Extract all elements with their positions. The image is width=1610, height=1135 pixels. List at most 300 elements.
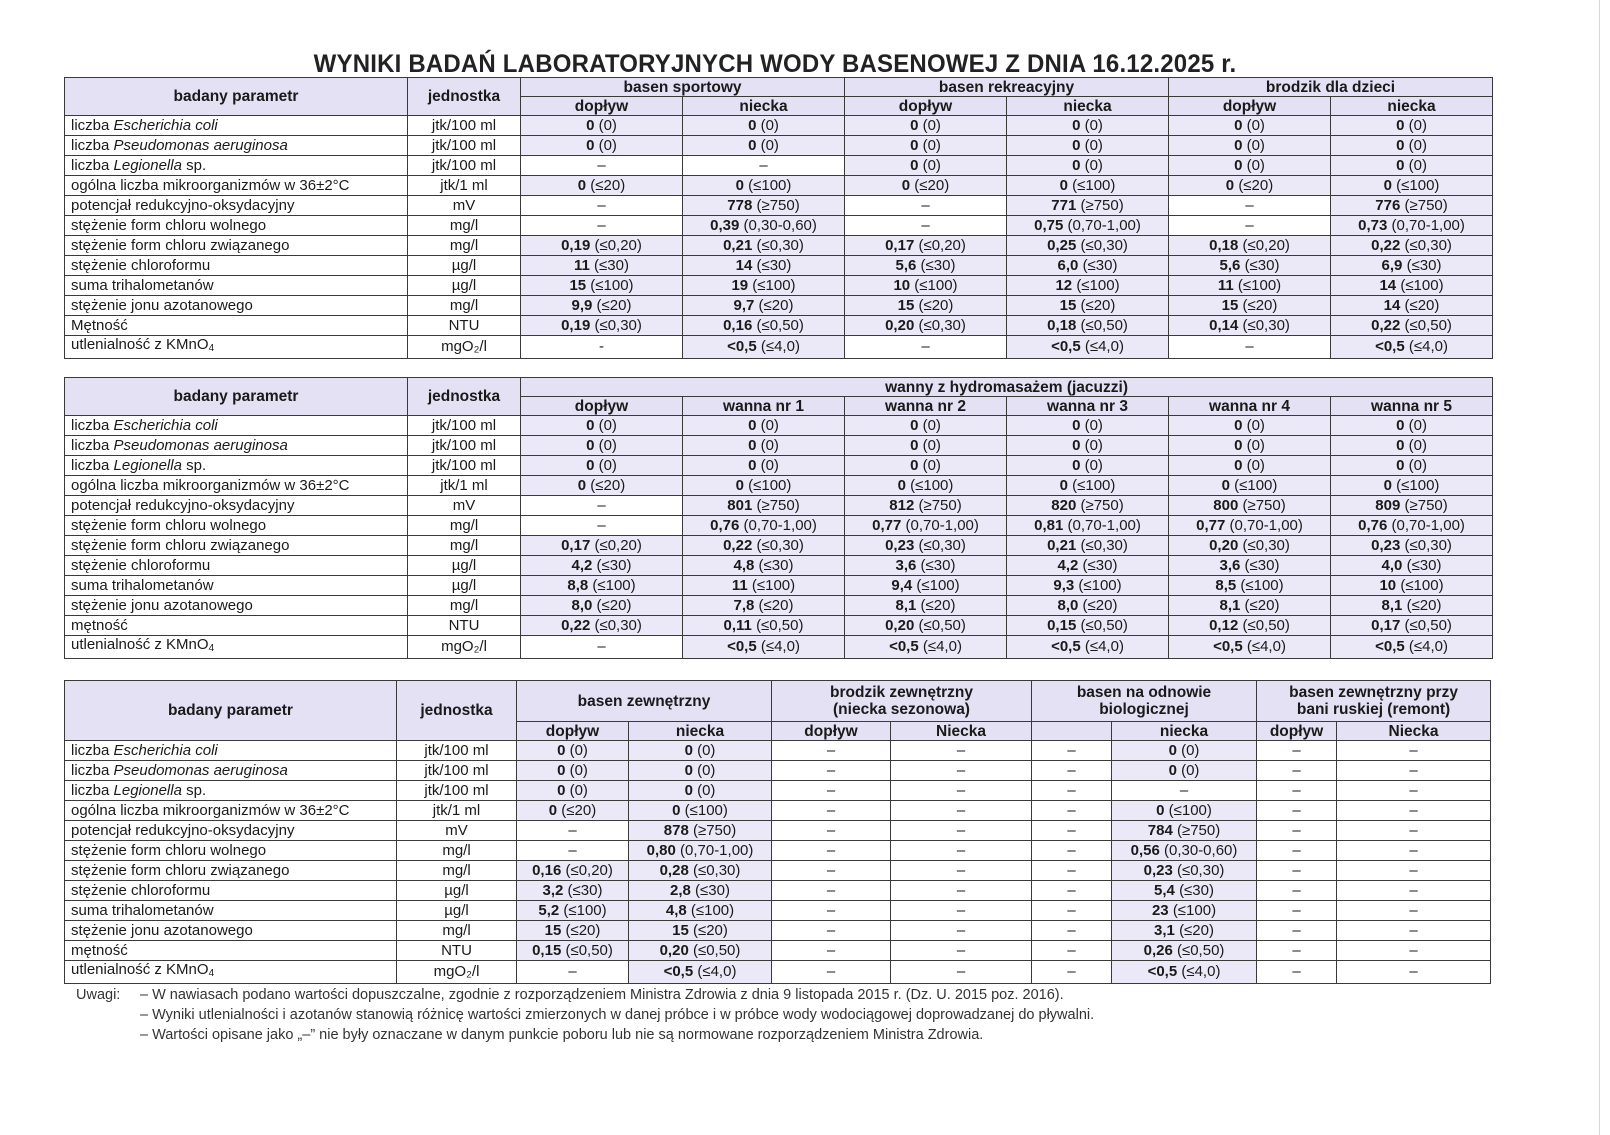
- parameter-name: [65, 556, 408, 576]
- limit-value: (≤100): [1072, 176, 1116, 194]
- limit-value: (0,70-1,00): [1229, 516, 1303, 534]
- limit-value: (0): [1408, 156, 1427, 174]
- result-cell: [1337, 741, 1491, 761]
- measured-value: –: [568, 841, 577, 859]
- table-row: [65, 116, 1493, 136]
- parameter-name: [65, 476, 408, 496]
- result-cell: [1169, 276, 1331, 296]
- measured-value: –: [826, 841, 836, 859]
- result-cell: [629, 901, 772, 921]
- species-name: Legionella: [113, 156, 182, 174]
- measured-value: 0: [1234, 116, 1243, 134]
- parameter-text: stężenie form chloru związanego: [71, 861, 290, 879]
- parameter-text: ogólna liczba mikroorganizmów w 36±2°C: [71, 176, 350, 194]
- limit-value: (≤0,50): [756, 616, 804, 634]
- result-cell: [1169, 516, 1331, 536]
- limit-value: (≤100): [751, 576, 796, 594]
- header-col: niecka: [629, 722, 772, 741]
- result-cell: [1331, 196, 1493, 216]
- limit-value: (0): [1246, 156, 1265, 174]
- result-cell: [1337, 941, 1491, 961]
- measured-value: –: [826, 801, 836, 819]
- header-col: dopływ: [521, 97, 683, 116]
- measured-value: 14: [1379, 276, 1397, 294]
- result-cell: [1007, 256, 1169, 276]
- result-cell: [1331, 516, 1493, 536]
- measured-value: 0,81: [1034, 516, 1064, 534]
- parameter-name: [65, 236, 408, 256]
- limit-value: (0,70-1,00): [1067, 516, 1141, 534]
- limit-value: (0): [598, 436, 617, 454]
- measured-value: –: [956, 761, 966, 779]
- measured-value: –: [1067, 821, 1076, 839]
- measured-value: 2,8: [670, 881, 691, 899]
- result-cell: [683, 276, 845, 296]
- result-cell: [1007, 296, 1169, 316]
- result-cell: [1331, 536, 1493, 556]
- measured-value: –: [956, 781, 966, 799]
- parameter-name: [65, 436, 408, 456]
- limit-value: (≤0,30): [1404, 536, 1452, 554]
- limit-value: (≤20): [590, 476, 626, 494]
- result-cell: [521, 616, 683, 636]
- measured-value: 15: [1059, 296, 1077, 314]
- parameter-name: [65, 296, 408, 316]
- limit-value: (≤0,30): [1080, 236, 1128, 254]
- result-cell: [891, 961, 1032, 984]
- measured-value: 9,9: [571, 296, 593, 314]
- measured-value: –: [1292, 941, 1301, 959]
- measured-value: –: [826, 761, 836, 779]
- measured-value: 5,2: [538, 901, 560, 919]
- result-cell: [1257, 921, 1337, 941]
- parameter-name: [65, 536, 408, 556]
- table-row: [65, 881, 1491, 901]
- limit-value: (≤30): [567, 881, 603, 899]
- result-cell: [845, 136, 1007, 156]
- limit-value: (0): [760, 136, 779, 154]
- measured-value: 0,76: [710, 516, 740, 534]
- result-cell: [1169, 116, 1331, 136]
- measured-value: 0: [1396, 436, 1405, 454]
- parameter-name: [65, 316, 408, 336]
- result-cell: [683, 596, 845, 616]
- result-cell: [683, 476, 845, 496]
- result-cell: [521, 516, 683, 536]
- measured-value: 0: [672, 801, 681, 819]
- limit-value: (≤0,50): [1080, 616, 1128, 634]
- result-cell: [1007, 156, 1169, 176]
- parameter-text: stężenie form chloru wolnego: [71, 216, 267, 234]
- limit-value: (0): [1246, 416, 1265, 434]
- limit-value: (≤20): [1082, 596, 1118, 614]
- parameter-unit: mg/l: [397, 861, 517, 881]
- limit-value: (≤0,50): [1404, 616, 1452, 634]
- limit-value: (0): [1408, 116, 1427, 134]
- measured-value: –: [1409, 963, 1418, 980]
- subscript: 4: [208, 968, 215, 979]
- measured-value: –: [826, 861, 836, 879]
- result-cell: [683, 156, 845, 176]
- parameter-text: suma trihalometanów: [71, 576, 214, 594]
- result-cell: [517, 801, 629, 821]
- result-cell: [845, 236, 1007, 256]
- parameter-text: liczba: [71, 136, 114, 154]
- limit-value: (≤0,50): [565, 941, 613, 959]
- result-cell: [1169, 156, 1331, 176]
- result-cell: [1337, 881, 1491, 901]
- measured-value: 801: [727, 496, 753, 514]
- parameter-unit: jtk/1 ml: [397, 801, 517, 821]
- header-col: niecka: [1331, 97, 1493, 116]
- result-cell: [845, 456, 1007, 476]
- parameter-text: liczba: [71, 781, 114, 799]
- measured-value: 0,20: [659, 941, 689, 959]
- measured-value: –: [1067, 921, 1076, 939]
- table-row: [65, 316, 1493, 336]
- parameter-text: stężenie jonu azotanowego: [71, 921, 253, 939]
- result-cell: [1257, 961, 1337, 984]
- measured-value: 0: [910, 156, 919, 174]
- result-cell: [1032, 801, 1112, 821]
- limit-value: (≤0,30): [918, 536, 966, 554]
- limit-value: (0): [1246, 456, 1265, 474]
- result-cell: [683, 456, 845, 476]
- measured-value: 0: [748, 456, 757, 474]
- note-line: [76, 1005, 1094, 1025]
- parameter-name: [65, 576, 408, 596]
- limit-value: (0): [1408, 416, 1427, 434]
- limit-value: (0): [1181, 761, 1200, 779]
- result-cell: [683, 516, 845, 536]
- measured-value: –: [956, 941, 966, 959]
- measured-value: 0: [1234, 156, 1243, 174]
- measured-value: 0,22: [723, 536, 753, 554]
- header-line: basen zewnętrzny: [577, 692, 711, 710]
- limit-value: (≤20): [1406, 596, 1442, 614]
- limit-value: (≥750): [1080, 196, 1124, 214]
- species-name: Pseudomonas aeruginosa: [113, 436, 288, 454]
- result-cell: [683, 136, 845, 156]
- result-cell: [1007, 116, 1169, 136]
- measured-value: 0: [684, 761, 693, 779]
- result-cell: [891, 821, 1032, 841]
- measured-value: 0: [748, 436, 757, 454]
- parameter-name: [65, 901, 397, 921]
- table-row: [65, 476, 1493, 496]
- measured-value: 771: [1051, 196, 1077, 214]
- result-cell: [1257, 801, 1337, 821]
- parameter-text: mętność: [71, 941, 128, 959]
- result-cell: [1169, 236, 1331, 256]
- result-cell: [683, 576, 845, 596]
- table-row: [65, 616, 1493, 636]
- parameter-text: utlenialność z KMnO: [71, 961, 209, 978]
- measured-value: 15: [569, 276, 587, 294]
- measured-value: 3,6: [1219, 556, 1241, 574]
- result-cell: [629, 961, 772, 984]
- limit-value: (≤30): [1406, 256, 1442, 274]
- result-cell: [1331, 256, 1493, 276]
- limit-value: (0): [598, 456, 617, 474]
- limit-value: (0): [1084, 116, 1103, 134]
- measured-value: –: [921, 338, 930, 355]
- limit-value: (≤100): [1168, 801, 1212, 819]
- parameter-unit: jtk/100 ml: [408, 156, 521, 176]
- measured-value: –: [956, 841, 966, 859]
- measured-value: 0: [586, 456, 595, 474]
- table-row: [65, 961, 1491, 984]
- limit-value: (≤4,0): [760, 338, 800, 355]
- result-cell: [629, 861, 772, 881]
- measured-value: –: [568, 963, 577, 980]
- result-cell: [1112, 821, 1257, 841]
- measured-value: 0: [557, 781, 566, 799]
- measured-value: 0: [1072, 436, 1081, 454]
- measured-value: 0,23: [1143, 861, 1173, 879]
- result-cell: [1032, 941, 1112, 961]
- measured-value: 0,56: [1130, 841, 1160, 859]
- limit-value: (0): [1181, 741, 1200, 759]
- parameter-unit: mg/l: [397, 841, 517, 861]
- measured-value: 4,8: [733, 556, 755, 574]
- result-cell: [521, 556, 683, 576]
- table-row: [65, 176, 1493, 196]
- result-cell: [517, 821, 629, 841]
- measured-value: 0,17: [561, 536, 591, 554]
- header-col: [1032, 722, 1112, 741]
- result-cell: [1112, 941, 1257, 961]
- table-row: [65, 296, 1493, 316]
- measured-value: –: [921, 216, 930, 234]
- parameter-unit: µg/l: [397, 901, 517, 921]
- result-cell: [517, 861, 629, 881]
- parameter-unit: NTU: [408, 616, 521, 636]
- measured-value: –: [826, 901, 836, 919]
- limit-value: (0): [922, 156, 941, 174]
- measured-value: 0: [577, 476, 587, 494]
- result-cell: [521, 256, 683, 276]
- limit-value: (≤0,20): [918, 236, 966, 254]
- parameter-unit: µg/l: [408, 556, 521, 576]
- measured-value: –: [1292, 921, 1301, 939]
- result-cell: [772, 941, 891, 961]
- header-line: basen na odnowie: [1076, 684, 1212, 701]
- result-cell: [1169, 136, 1331, 156]
- parameter-text: stężenie form chloru związanego: [71, 536, 290, 554]
- parameter-name: [65, 336, 408, 359]
- table-row: [65, 741, 1491, 761]
- measured-value: 4,0: [1381, 556, 1403, 574]
- parameter-text: liczba: [71, 436, 114, 454]
- limit-value: (≤4,0): [1084, 338, 1124, 355]
- parameter-text: mętność: [71, 616, 128, 634]
- result-cell: [772, 781, 891, 801]
- limit-value: (≤0,20): [594, 536, 642, 554]
- limit-value: (≤30): [594, 256, 629, 274]
- measured-value: 0,19: [561, 236, 591, 254]
- limit-value: (0): [697, 781, 716, 799]
- header-col: dopływ: [845, 97, 1007, 116]
- measured-value: –: [956, 801, 966, 819]
- measured-value: 0,12: [1209, 616, 1239, 634]
- parameter-name: [65, 881, 397, 901]
- result-cell: [629, 921, 772, 941]
- result-cell: [1337, 921, 1491, 941]
- result-cell: [1007, 336, 1169, 359]
- limit-value: (≤100): [916, 576, 960, 594]
- limit-value: (≤20): [918, 296, 954, 314]
- result-cell: [1169, 336, 1331, 359]
- limit-value: (0): [1084, 136, 1103, 154]
- measured-value: 6,9: [1381, 256, 1403, 274]
- measured-value: 0: [1072, 416, 1081, 434]
- result-cell: [1257, 781, 1337, 801]
- result-cell: [1007, 456, 1169, 476]
- result-cell: [772, 861, 891, 881]
- result-cell: [1007, 176, 1169, 196]
- notes-section: [76, 985, 1094, 1045]
- table-row: [65, 436, 1493, 456]
- parameter-unit: jtk/100 ml: [408, 456, 521, 476]
- measured-value: 0,14: [1209, 316, 1239, 334]
- result-cell: [517, 841, 629, 861]
- limit-value: (≤20): [1179, 921, 1214, 939]
- result-cell: [1169, 456, 1331, 476]
- measured-value: 0: [1168, 761, 1177, 779]
- result-cell: [1169, 596, 1331, 616]
- measured-value: 784: [1147, 821, 1173, 839]
- limit-value: (0): [1408, 436, 1427, 454]
- result-cell: [683, 536, 845, 556]
- limit-value: (≤100): [563, 901, 607, 919]
- measured-value: 0: [586, 416, 595, 434]
- measured-value: –: [597, 638, 606, 655]
- measured-value: –: [956, 901, 966, 919]
- parameter-name: [65, 416, 408, 436]
- result-cell: [845, 276, 1007, 296]
- limit-value: (≤20): [1242, 296, 1278, 314]
- measured-value: 0,22: [561, 616, 591, 634]
- limit-value: (≤20): [758, 596, 794, 614]
- limit-value: (≤100): [752, 276, 796, 294]
- measured-value: 0,18: [1047, 316, 1077, 334]
- measured-value: –: [1245, 196, 1254, 214]
- result-cell: [1331, 416, 1493, 436]
- parameter-unit: jtk/100 ml: [408, 116, 521, 136]
- result-cell: [517, 761, 629, 781]
- result-cell: [683, 296, 845, 316]
- parameter-unit: mg/l: [408, 536, 521, 556]
- measured-value: 0: [1072, 456, 1081, 474]
- measured-value: –: [1292, 901, 1301, 919]
- limit-value: (≤0,30): [918, 316, 966, 334]
- measured-value: 820: [1051, 496, 1077, 514]
- result-cell: [1337, 821, 1491, 841]
- limit-value: (0): [697, 741, 716, 759]
- measured-value: 0,15: [1047, 616, 1077, 634]
- limit-value: (≤30): [1406, 556, 1442, 574]
- measured-value: 0,17: [885, 236, 915, 254]
- result-cell: [1169, 556, 1331, 576]
- header-col: niecka: [1007, 97, 1169, 116]
- limit-value: (0): [922, 456, 941, 474]
- measured-value: 15: [1221, 296, 1239, 314]
- limit-value: (≤100): [1078, 576, 1122, 594]
- result-cell: [1007, 576, 1169, 596]
- measured-value: –: [1245, 338, 1254, 355]
- result-cell: [683, 496, 845, 516]
- measured-value: –: [1409, 901, 1418, 919]
- parameter-text: stężenie jonu azotanowego: [71, 596, 253, 614]
- limit-value: (0,70-1,00): [1067, 216, 1141, 234]
- measured-value: –: [1409, 941, 1418, 959]
- result-cell: [1032, 861, 1112, 881]
- limit-value: (≤100): [690, 901, 735, 919]
- result-cell: [1112, 741, 1257, 761]
- measured-value: 0: [1059, 176, 1068, 194]
- measured-value: 0,18: [1209, 236, 1239, 254]
- limit-value: (≤100): [1237, 276, 1282, 294]
- limit-value: (≤100): [1396, 476, 1440, 494]
- result-cell: [1331, 556, 1493, 576]
- result-cell: [845, 636, 1007, 659]
- result-cell: [1169, 196, 1331, 216]
- result-cell: [1032, 821, 1112, 841]
- limit-value: (≤100): [1396, 176, 1440, 194]
- limit-value: (0): [760, 416, 779, 434]
- measured-value: 0,23: [885, 536, 915, 554]
- result-cell: [1331, 296, 1493, 316]
- result-cell: [517, 941, 629, 961]
- limit-value: (0): [1408, 456, 1427, 474]
- result-cell: [683, 196, 845, 216]
- result-cell: [845, 256, 1007, 276]
- parameter-text: stężenie form chloru związanego: [71, 236, 290, 254]
- result-cell: [1331, 136, 1493, 156]
- limit-value: (0): [760, 456, 779, 474]
- result-cell: [891, 761, 1032, 781]
- table-row: [65, 801, 1491, 821]
- result-cell: [521, 276, 683, 296]
- measured-value: 0: [748, 116, 757, 134]
- measured-value: –: [1067, 881, 1076, 899]
- measured-value: –: [1292, 781, 1301, 799]
- result-cell: [1169, 436, 1331, 456]
- measured-value: 0: [1225, 176, 1235, 194]
- result-cell: [772, 741, 891, 761]
- parameter-text: utlenialność z KMnO: [71, 636, 209, 653]
- result-cell: [683, 556, 845, 576]
- measured-value: 800: [1213, 496, 1239, 514]
- measured-value: <0,5: [1375, 638, 1405, 655]
- limit-value: (≤30): [596, 556, 632, 574]
- limit-value: (≤0,30): [1176, 861, 1225, 879]
- parameter-unit: jtk/1 ml: [408, 176, 521, 196]
- measured-value: 14: [735, 256, 753, 274]
- measured-value: –: [597, 156, 606, 174]
- result-cell: [1331, 436, 1493, 456]
- parameter-text: liczba: [71, 156, 114, 174]
- table-body: [65, 741, 1491, 984]
- measured-value: 809: [1375, 496, 1401, 514]
- result-cell: [521, 296, 683, 316]
- limit-value: (≤100): [1072, 476, 1116, 494]
- measured-value: 0: [1383, 476, 1392, 494]
- result-cell: [1007, 596, 1169, 616]
- measured-value: 15: [544, 921, 562, 939]
- measured-value: 0,21: [1047, 536, 1077, 554]
